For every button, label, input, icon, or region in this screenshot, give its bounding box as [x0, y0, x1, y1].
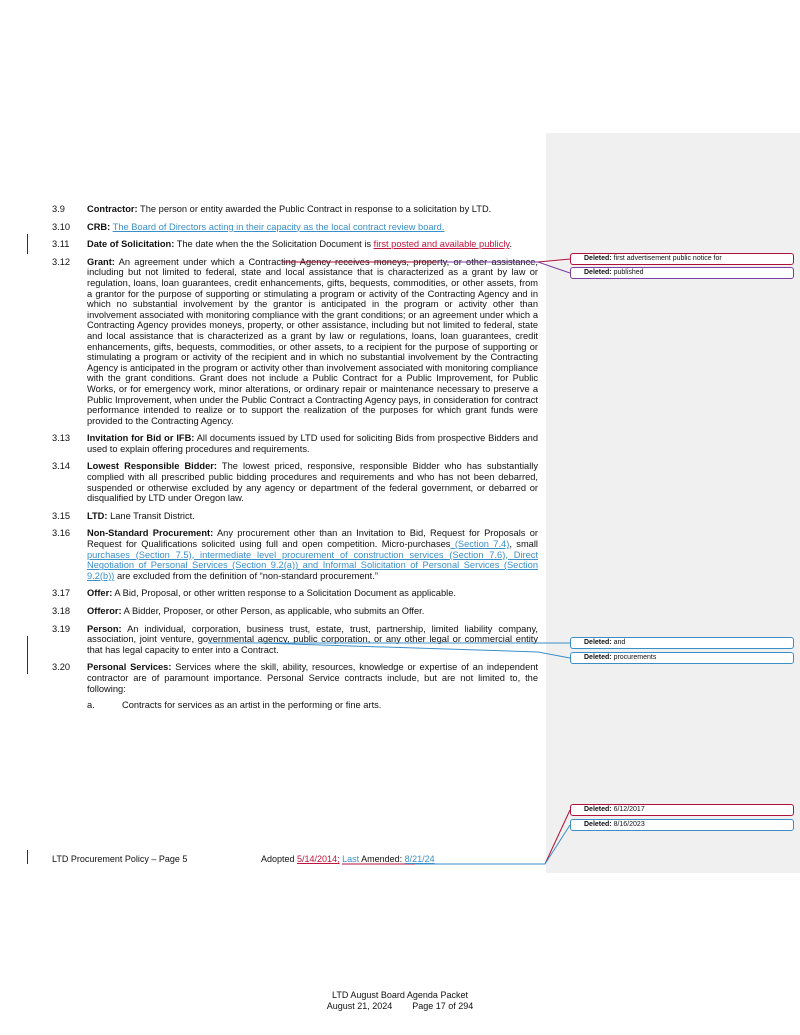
term: Personal Services: — [87, 662, 172, 673]
deleted-comment[interactable]: Deleted: first advertisement public notice for — [570, 253, 794, 265]
definition-text: Any procurement other than an Invitation to Bid, Request for Proposals or Request for Qualifications solicited using full and open competition. Micro-purchases — [87, 528, 538, 550]
term: Lowest Responsible Bidder: — [87, 461, 218, 472]
definition-text: The date when the — [174, 239, 257, 250]
adoption-footer: Adopted 5/14/2014; Last Amended: 8/21/24 — [261, 854, 435, 864]
term: Invitation for Bid or IFB: — [87, 433, 195, 444]
item-number: 3.12 — [52, 256, 71, 267]
definition-text: , small — [509, 539, 538, 550]
inserted-text: The Board of Directors acting in their capacity as the local contract review board. — [112, 221, 445, 232]
sub-item-label: a. — [87, 700, 95, 711]
agenda-packet-title: LTD August Board Agenda Packet — [332, 990, 468, 1000]
item-number: 3.17 — [52, 588, 71, 599]
connector-line — [437, 262, 570, 273]
inserted-text: (Section 7.4) — [450, 539, 510, 550]
term: Non-Standard Procurement: — [87, 528, 214, 539]
inserted-text: purchases (Section 7.5), intermediate level procurement of construction services (Section 7.6), Direct Negotiation of Personal Services (Section 9.2(a)) and Informal Solicitation of Personal Services (Section 9.2(b)) — [87, 549, 538, 581]
definition-text: . — [509, 239, 512, 250]
item-number: 3.13 — [52, 433, 71, 444]
adopted-date: 5/14/2014 — [297, 854, 338, 864]
amended-date: 8/21/24 — [404, 854, 435, 864]
term: Offeror: — [87, 606, 122, 616]
definition-text: are excluded from the definition of “non-standard procurement.” — [114, 570, 378, 581]
term: CRB: — [87, 221, 111, 232]
deleted-comment[interactable]: Deleted: and — [570, 637, 794, 649]
agenda-page-number: August 21, 2024 Page 17 of 294 — [326, 1001, 474, 1011]
definition-text: The person or entity awarded the Public Contract in response to a solicitation by LTD. — [137, 204, 492, 214]
connector-line — [415, 825, 570, 864]
sub-item-text: Contracts for services as an artist in the performing or fine arts. — [122, 700, 382, 711]
term: Date of Solicitation: — [87, 239, 175, 250]
deleted-comment[interactable]: Deleted: 6/12/2017 — [570, 804, 794, 816]
definition-text: the Solicitation Document is — [256, 239, 374, 250]
definition-text: A Bidder, Proposer, or other Person, as applicable, who submits an Offer. — [121, 606, 425, 616]
item-number: 3.14 — [52, 461, 71, 472]
deleted-comment[interactable]: Deleted: published — [570, 267, 794, 279]
inserted-text: first posted and available publicly — [373, 239, 510, 250]
deleted-comment[interactable]: Deleted: procurements — [570, 652, 794, 664]
definition-text: An agreement under which a Contracting Agency receives moneys, property, or other assistance, including but not limited to federal, state and local assistance that is characterized as a grant by law or regulation, loans, loan guarantees, credit enhancements, gifts, bequests, commodities, or other assets, from a grantor for the purpose of supporting or stimulating a program or activity of the Contracting Agency and in which no substantial involvement by the grantor is anticipated in the program or activity other than involvement associated with monitoring compliance with the grant conditions; or an agreement under which a Contracting Agency provides moneys, property, or other assistance, including but not limited to federal, state and local assistance that is characterized as a grant by law or regulations, loans, loan guarantees, credit enhancements, gifts, bequests, commodities, or other assets, to a recipient for the purpose of supporting or stimulating a program or activity of the recipient and in which no substantial involvement by the Contracting Agency is anticipated in the program or activity other than involvement associated with monitoring compliance with the grant conditions. Grant does not include a Public Contract for a Public Improvement, for Public Works, or for emergency work, minor alterations, or ordinary repair or maintenance necessary to preserve a Public Improvement, when under the Public Contract a Contracting Agency pays, in consideration for contract performance intended to realize or to support the realization of the purposes for which grant funds were provided to the Contracting Agency. — [87, 256, 538, 426]
item-number: 3.15 — [52, 510, 71, 521]
term: Offer: — [87, 588, 113, 599]
item-number: 3.18 — [52, 606, 71, 616]
connector-line — [260, 643, 570, 658]
definition-text: An individual, corporation, business trust, estate, trust, partnership, limited liability company, association, joint venture, governmental agency, public corporation, or any other legal or commercial entity that has legal capacity to enter into a Contract. — [87, 623, 538, 655]
item-number: 3.11 — [52, 239, 70, 250]
definition-text: A Bid, Proposal, or other written response to a Solicitation Document as applicable. — [112, 588, 456, 599]
item-number: 3.10 — [52, 221, 71, 232]
definition-text: The lowest priced, responsive, responsible Bidder who has substantially complied with all prescribed public bidding procedures and requirements and who has not been debarred, suspended or otherwise excluded by any agency or department of the federal government, or debarred or disqualified by LTD under Oregon law. — [87, 461, 538, 504]
definition-text: All documents issued by LTD used for soliciting Bids from prospective Bidders and used to explain offering procedures and requirements. — [87, 433, 538, 454]
item-number: 3.20 — [52, 662, 71, 673]
page-footer: LTD Procurement Policy – Page 5 — [52, 854, 188, 864]
item-number: 3.16 — [52, 528, 71, 539]
definition-text: Services where the skill, ability, resources, knowledge or expertise of an independent contractor are of paramount importance. Personal Service contracts include, but are not limited to, the following: — [87, 662, 538, 694]
term: Contractor: — [87, 204, 138, 214]
item-number: 3.19 — [52, 623, 71, 634]
definition-text: Lane Transit District. — [107, 510, 195, 521]
term: Person: — [87, 623, 122, 634]
deleted-comment[interactable]: Deleted: 8/16/2023 — [570, 819, 794, 831]
term: LTD: — [87, 510, 108, 521]
term: Grant: — [87, 256, 115, 267]
item-number: 3.9 — [52, 204, 65, 214]
